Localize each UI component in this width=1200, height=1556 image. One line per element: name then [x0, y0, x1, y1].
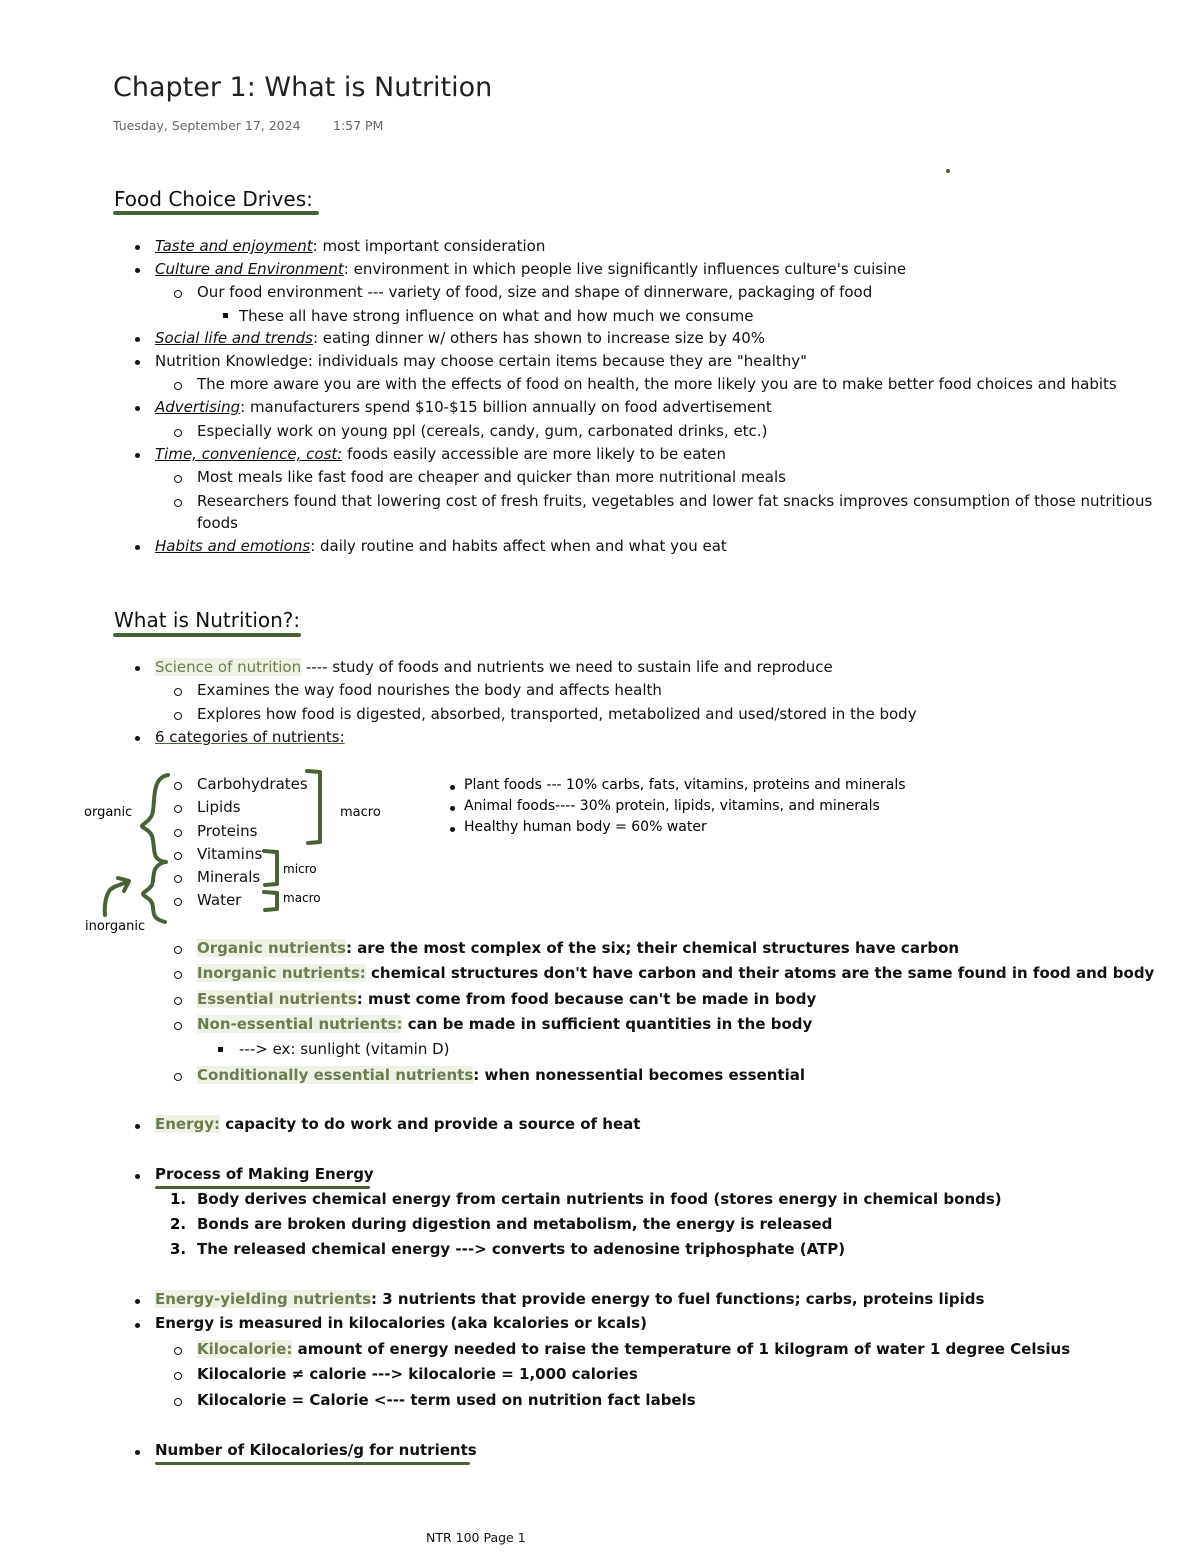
bullet: [135, 1450, 140, 1455]
list-subitem-continued: foods: [197, 514, 238, 532]
list-subsubitem: ---> ex: sunlight (vitamin D): [239, 1040, 450, 1058]
bullet-circle: [174, 997, 182, 1005]
list-item-taste: Taste and enjoyment: most important consideration: [155, 237, 546, 255]
list-item-science: Science of nutrition ---- study of foods and nutrients we need to sustain life and reproduce: [155, 658, 833, 676]
list-subitem: Our food environment --- variety of food, size and shape of dinnerware, packaging of food: [197, 283, 873, 301]
energy-measured: Energy is measured in kilocalories (aka kcalories or kcals): [155, 1314, 647, 1332]
list-subitem: Researchers found that lowering cost of fresh fruits, vegetables and lower fat snacks improves consumption of those nutritious: [197, 492, 1153, 510]
bullet-circle: [174, 1022, 182, 1030]
nutrient-item: Proteins: [197, 822, 258, 840]
list-subitem: Explores how food is digested, absorbed, transported, metabolized and used/stored in the body: [197, 705, 917, 723]
kilocalorie-note: Kilocalorie = Calorie <--- term used on nutrition fact labels: [197, 1391, 696, 1409]
bullet-circle: [174, 1347, 182, 1355]
page-title: Chapter 1: What is Nutrition: [113, 72, 493, 103]
label-macro-water: macro: [283, 891, 321, 905]
bullet: [135, 1299, 140, 1304]
process-step: The released chemical energy ---> converts to adenosine triphosphate (ATP): [197, 1240, 846, 1258]
bullet-circle: [174, 946, 182, 954]
process-step: Body derives chemical energy from certain nutrients in food (stores energy in chemical bonds): [197, 1190, 1002, 1208]
bullet: [450, 827, 455, 832]
bullet-square: [218, 1047, 223, 1052]
step-number: 2.: [170, 1215, 187, 1233]
label-inorganic: inorganic: [85, 919, 146, 934]
section-heading-food-choice: Food Choice Drives:: [114, 187, 313, 211]
bullet: [135, 1323, 140, 1328]
nutrient-item: Lipids: [197, 798, 241, 816]
bullet: [135, 1174, 140, 1179]
side-note: Plant foods --- 10% carbs, fats, vitamins, proteins and minerals: [464, 777, 906, 793]
heading-underline: [155, 1462, 470, 1465]
bullet: [135, 1124, 140, 1129]
list-item-advertising: Advertising: manufacturers spend $10-$15 billion annually on food advertisement: [155, 398, 772, 416]
list-item-habits: Habits and emotions: daily routine and habits affect when and what you eat: [155, 537, 727, 555]
page-footer: NTR 100 Page 1: [426, 1530, 526, 1545]
list-subitem: Especially work on young ppl (cereals, candy, gum, carbonated drinks, etc.): [197, 422, 768, 440]
definition-inorganic: Inorganic nutrients: chemical structures don't have carbon and their atoms are the same found in food and body: [197, 964, 1155, 982]
nutrient-item: Water: [197, 891, 242, 909]
definition-energy-yielding: Energy-yielding nutrients: 3 nutrients that provide energy to fuel functions; carbs, proteins lipids: [155, 1290, 985, 1308]
list-subitem: Most meals like fast food are cheaper and quicker than more nutritional meals: [197, 468, 786, 486]
definition-nonessential: Non-essential nutrients: can be made in sufficient quantities in the body: [197, 1015, 813, 1033]
side-note: Animal foods---- 30% protein, lipids, vitamins, and minerals: [464, 798, 880, 814]
definition-essential: Essential nutrients: must come from food because can't be made in body: [197, 990, 817, 1008]
step-number: 3.: [170, 1240, 187, 1258]
definition-energy: Energy: capacity to do work and provide a source of heat: [155, 1115, 641, 1133]
list-item-social: Social life and trends: eating dinner w/ others has shown to increase size by 40%: [155, 329, 766, 347]
page-date: Tuesday, September 17, 2024: [113, 118, 301, 133]
nutrient-item: Minerals: [197, 868, 261, 886]
list-item-time: Time, convenience, cost: foods easily accessible are more likely to be eaten: [155, 445, 727, 463]
bullet-circle: [174, 971, 182, 979]
list-item-categories: 6 categories of nutrients:: [155, 728, 345, 746]
label-macro: macro: [340, 805, 381, 820]
list-item-culture: Culture and Environment: environment in which people live significantly influences culture's cuisine: [155, 260, 907, 278]
process-heading: Process of Making Energy: [155, 1165, 374, 1183]
label-organic: organic: [84, 805, 133, 820]
step-number: 1.: [170, 1190, 187, 1208]
bullet-circle: [174, 1398, 182, 1406]
definition-organic: Organic nutrients: are the most complex of the six; their chemical structures have carbon: [197, 939, 960, 957]
nutrient-item: Carbohydrates: [197, 775, 308, 793]
kilocalorie-note: Kilocalorie ≠ calorie ---> kilocalorie = 1,000 calories: [197, 1365, 638, 1383]
bullet: [450, 785, 455, 790]
bullet-circle: [174, 1073, 182, 1081]
definition-kilocalorie: Kilocalorie: amount of energy needed to raise the temperature of 1 kilogram of water 1 degree Celsius: [197, 1340, 1071, 1358]
nutrient-item: Vitamins: [197, 845, 263, 863]
list-subsubitem: These all have strong influence on what and how much we consume: [239, 307, 754, 325]
process-step: Bonds are broken during digestion and metabolism, the energy is released: [197, 1215, 833, 1233]
bullet: [450, 806, 455, 811]
definition-conditional: Conditionally essential nutrients: when nonessential becomes essential: [197, 1066, 805, 1084]
kilocalories-per-gram-heading: Number of Kilocalories/g for nutrients: [155, 1441, 477, 1459]
page-time: 1:57 PM: [333, 118, 384, 133]
list-subitem: The more aware you are with the effects of food on health, the more likely you are to make better food choices and habits: [197, 375, 1117, 393]
side-note: Healthy human body = 60% water: [464, 819, 707, 835]
list-item-knowledge: Nutrition Knowledge: individuals may choose certain items because they are "healthy": [155, 352, 808, 370]
heading-underline: [155, 1186, 370, 1189]
section-heading-nutrition: What is Nutrition?:: [114, 608, 301, 632]
label-micro: micro: [283, 862, 317, 876]
bullet-circle: [174, 1372, 182, 1380]
list-subitem: Examines the way food nourishes the body and affects health: [197, 681, 662, 699]
